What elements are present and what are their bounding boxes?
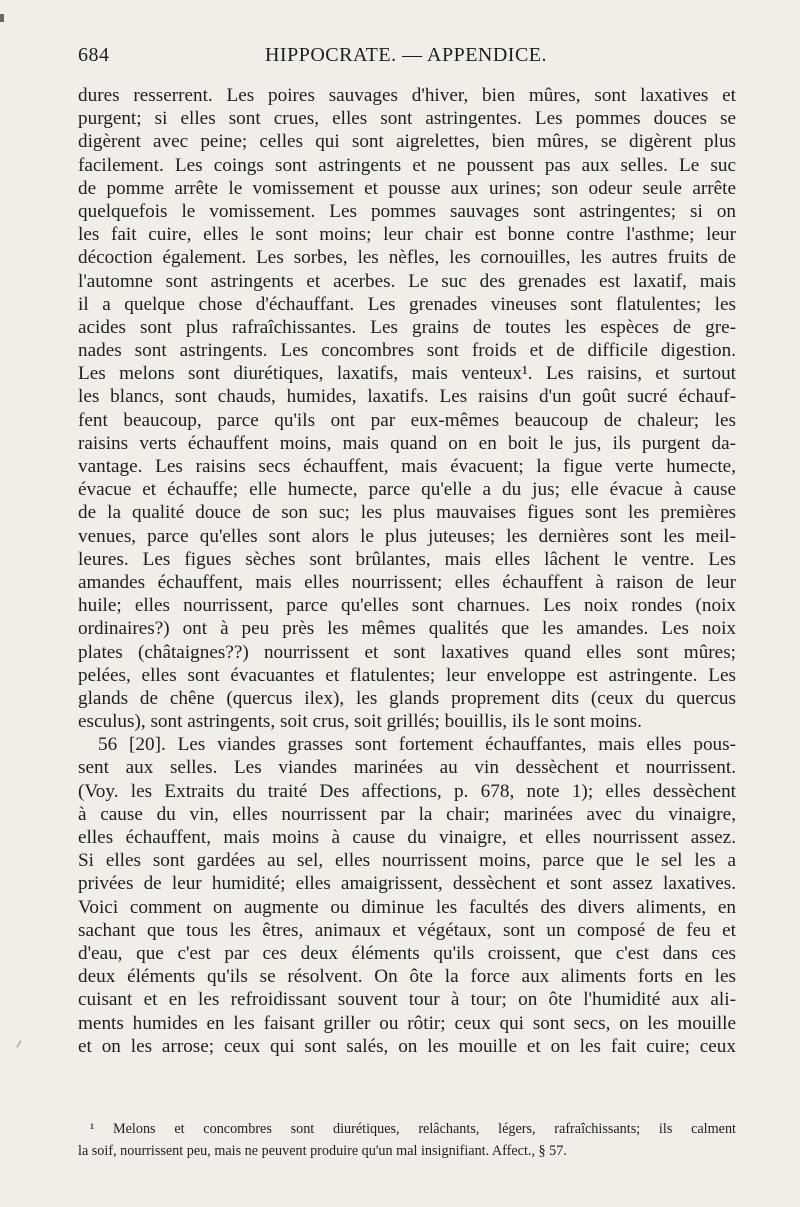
text-line: venues, parce qu'elles sont alors le plus juteuses; les dernières sont les meil-: [78, 525, 736, 547]
text-line: à cause du vin, elles nourrissent par la chair; marinées avec du vinaigre,: [78, 803, 736, 825]
text-line: elles échauffent, mais moins à cause du vinaigre, et elles nourrissent assez.: [78, 827, 736, 848]
text-line: quelquefois le vomissement. Les pommes sauvages sont astringentes; si on: [78, 200, 736, 222]
text-line: deux éléments qu'ils se résolvent. On ôte la force aux aliments forts en les: [78, 966, 736, 988]
text-line: il a quelque chose d'échauffant. Les grenades vineuses sont flatulentes; les: [78, 293, 736, 315]
text-line: vantage. Les raisins secs échauffent, mais évacuent; la figue verte humecte,: [78, 456, 736, 477]
text-line: nades sont astringents. Les concombres sont froids et de difficile digestion.: [78, 340, 736, 362]
text-line: glands de chêne (quercus ilex), les glands proprement dits (ceux du quercus: [78, 687, 736, 709]
text-line: sachant que tous les êtres, animaux et végétaux, sont un composé de feu et: [78, 919, 736, 941]
text-line: sent aux selles. Les viandes marinées au vin dessèchent et nourrissent.: [78, 757, 736, 779]
footnote-line: la soif, nourrissent peu, mais ne peuvent produire qu'un mal insignifiant. Affect., § 57.: [78, 1143, 567, 1159]
text-line: amandes échauffent, mais elles nourrissent; elles échauffent à raison de leur: [78, 571, 736, 593]
text-line: plates (châtaignes??) nourrissent et sont laxatives quand elles sont mûres;: [78, 641, 736, 663]
text-line: privées de leur humidité; elles amaigrissent, dessèchent et sont assez laxatives.: [78, 873, 736, 895]
text-line: facilement. Les coings sont astringents et ne poussent pas aux selles. Le suc: [78, 154, 736, 176]
text-line: évacue et échauffe; elle humecte, parce qu'elle a du jus; elle évacue à cause: [78, 479, 736, 501]
text-line: purgent; si elles sont crues, elles sont astringentes. Les pommes douces se: [78, 108, 736, 130]
text-line: ments humides en les faisant griller ou rôtir; ceux qui sont secs, on les mouille: [78, 1012, 736, 1034]
text-line: leures. Les figues sèches sont brûlantes, mais elles lâchent le ventre. Les: [78, 548, 736, 570]
text-line: (Voy. les Extraits du traité Des affections, p. 678, note 1); elles dessèchent: [78, 780, 736, 802]
text-line: de la qualité douce de son suc; les plus mauvaises figues sont les premières: [78, 502, 736, 524]
text-line: et on les arrose; ceux qui sont salés, on les mouille et on les fait cuire; ceux: [78, 1035, 736, 1057]
text-line: raisins verts échauffent moins, mais quand on en boit le jus, ils purgent da-: [78, 432, 736, 454]
text-line: les blancs, sont chauds, humides, laxatifs. Les raisins d'un goût sucré échauf-: [78, 386, 736, 408]
text-line: de pomme arrête le vomissement et pousse aux urines; son odeur seule arrête: [78, 177, 736, 199]
text-line: fent beaucoup, parce qu'ils ont par eux-mêmes beaucoup de chaleur; les: [78, 409, 736, 431]
paragraph-start-line: 56 [20]. Les viandes grasses sont fortement échauffantes, mais elles pous-: [98, 734, 736, 756]
text-line: esculus), sont astringents, soit crus, soit grillés; bouillis, ils le sont moins.: [78, 711, 642, 733]
text-line: dures resserrent. Les poires sauvages d'hiver, bien mûres, sont laxatives et: [78, 85, 736, 106]
text-line: huile; elles nourrissent, parce qu'elles sont charnues. Les noix rondes (noix: [78, 595, 736, 617]
text-line: Voici comment on augmente ou diminue les facultés des divers aliments, en: [78, 896, 736, 918]
body-text: [78, 84, 736, 1058]
text-line: Si elles sont gardées au sel, elles nourrissent moins, parce que le sel les a: [78, 850, 736, 872]
text-line: les fait cuire, elles le sont moins; leur chair est bonne contre l'asthme; leur: [78, 224, 736, 246]
footnote: [78, 1118, 736, 1162]
text-line: pelées, elles sont évacuantes et flatulentes; leur enveloppe est astringente. Les: [78, 664, 736, 686]
text-line: décoction également. Les sorbes, les nèfles, les cornouilles, les autres fruits de: [78, 247, 736, 269]
running-title: HIPPOCRATE. — APPENDICE.: [264, 44, 548, 66]
text-line: l'automne sont astringents et acerbes. Le suc des grenades est laxatif, mais: [78, 270, 736, 292]
text-line: acides sont plus rafraîchissantes. Les grains de toutes les espèces de gre-: [78, 316, 736, 338]
margin-mark: [0, 14, 4, 22]
page-number: 684: [78, 44, 110, 66]
footnote-line: ¹ Melons et concombres sont diurétiques, relâchants, légers, rafraîchissants; ils calment: [90, 1121, 736, 1137]
text-line: ordinaires?) ont à peu près les mêmes qualités que les amandes. Les noix: [78, 618, 736, 640]
text-line: cuisant et en les refroidissant souvent tour à tour; on ôte l'humidité aux ali-: [78, 989, 736, 1011]
running-head: [78, 44, 734, 72]
text-line: Les melons sont diurétiques, laxatifs, mais venteux¹. Les raisins, et surtout: [78, 363, 736, 385]
margin-mark: [16, 1040, 22, 1048]
text-line: digèrent avec peine; celles qui sont aigrelettes, bien mûres, se digèrent plus: [78, 131, 736, 153]
text-line: d'eau, que c'est par ces deux éléments qu'ils croissent, que c'est dans ces: [78, 942, 736, 964]
